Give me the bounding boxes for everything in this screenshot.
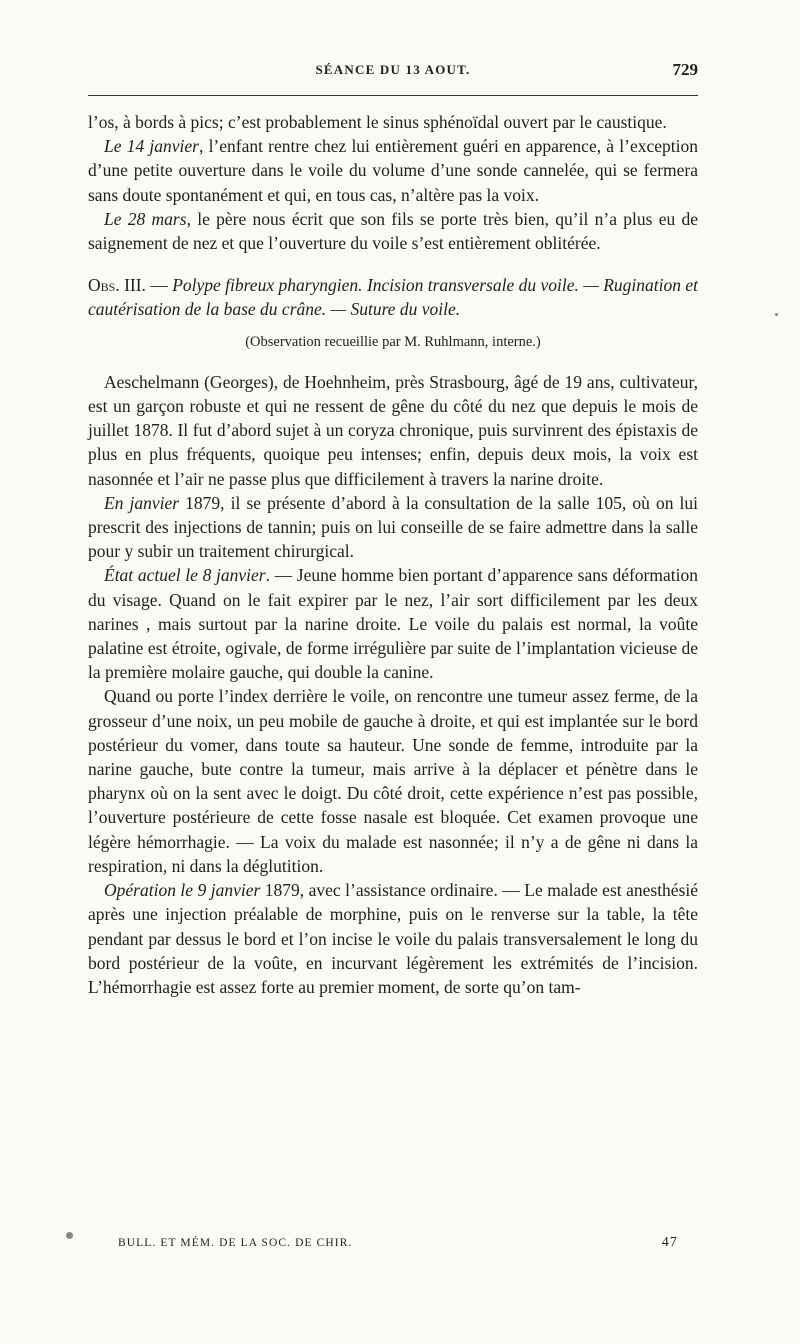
observation-heading — [88, 273, 698, 321]
paragraph-patient: Aeschelmann (Georges), de Hoehnheim, près Strasbourg, âgé de 19 ans, cultivateur, est un garçon robuste et qui ne ressent de gêne du côté du nez que depuis le mois de juillet 1878. Il fut d’abord sujet à un coryza chronique, puis survinrent des épistaxis de plus en plus fréquents, quoique peu intenses; enfin, depuis deux mois, la voix est nasonnée et l’air ne passe plus que difficilement à travers la narine droite. — [88, 371, 698, 489]
page-number: 729 — [672, 60, 698, 79]
paragraph-text: 1879, avec l’assistance ordinaire. — Le malade est anesthésié après une injection préalable de morphine, puis on le renverse sur la table, la tête pendant par dessus le bord et l’on incise le voile du palais transversalement le long du bord postérieur de la voûte, en incurvant légèrement les extrémités de l’incision. L’hémorrhagie est assez forte au premier moment, de sorte qu’on tam- — [88, 880, 699, 997]
paragraph-examen: Quand ou porte l’index derrière le voile, on rencontre une tumeur assez ferme, de la grosseur d’une noix, un peu mobile de gauche à droite, et qui est implantée sur le bord postérieur du vomer, dans toute sa hauteur. Une sonde de femme, introduite par la narine gauche, bute contre la tumeur, mais arrive à la déplacer et pénètre dans le pharynx où on la sent avec le doigt. Du côté droit, cette expérience n’est pas possible, l’ouverture postérieure de cette fosse nasale est bloquée. Cet examen provoque une légère hémorrhagie. — La voix du malade est nasonnée; il n’y a de gêne ni dans la respiration, ni dans la déglutition. — [88, 686, 698, 876]
signature-mark: 47 — [661, 1235, 678, 1250]
date-phrase: En janvier — [104, 492, 180, 513]
observation-label: Obs. III. — [88, 275, 146, 296]
margin-speck — [775, 313, 778, 316]
paragraph-14-janvier — [88, 134, 698, 207]
paragraph-text: 1879, il se présente d’abord à la consultation de la salle 105, où on lui prescrit des injections de tannin; puis on lui conseille de se faire admettre dans la salle pour y subir un traitement chirurgical. — [88, 492, 698, 562]
page-body — [88, 110, 698, 999]
page-header — [88, 60, 698, 88]
observation-title: Polype fibreux pharyngien. Incision transversale du voile. — Rugination et cautérisation de la base du crâne. — Suture du voile. — [88, 275, 698, 320]
observation-dash: — — [145, 275, 173, 296]
paragraph-operation — [88, 878, 698, 999]
paragraph-text: , l’enfant rentre chez lui entièrement guéri en apparence, à l’exception d’une petite ouverture dans le voile du volume d’une sonde cannelée, qui se fermera sans doute spontanément et qui, en tous cas, n’altère pas la voix. — [88, 136, 698, 205]
running-title: SÉANCE DU 13 AOUT. — [315, 62, 471, 77]
header-rule — [88, 95, 698, 96]
date-phrase: Le 28 mars — [104, 208, 187, 229]
observation-attribution: (Observation recueillie par M. Ruhlmann, interne.) — [245, 333, 541, 350]
date-phrase: État actuel le 8 janvier — [104, 565, 266, 586]
journal-footer: BULL. ET MÉM. DE LA SOC. DE CHIR. — [118, 1237, 353, 1249]
date-phrase: Opération le 9 janvier — [104, 880, 261, 901]
paragraph-28-mars — [88, 207, 698, 255]
margin-speck — [66, 1232, 73, 1239]
paragraph-text: . — Jeune homme bien portant d’apparence sans déformation du visage. Quand on le fait expirer par le nez, l’air sort difficilement par les deux narines , mais surtout par la narine droite. Le voile du palais est normal, la voûte palatine est étroite, ogivale, de forme irrégulière par suite de l’implantation vicieuse de la première molaire gauche, qui double la canine. — [88, 565, 698, 683]
paragraph-etat-actuel — [88, 563, 698, 684]
paragraph-text: , le père nous écrit que son fils se porte très bien, qu’il n’a plus eu de saignement de nez et que l’ouverture du voile s’est entièrement oblitérée. — [88, 208, 698, 254]
paragraph-consultation — [88, 491, 698, 564]
continuation-paragraph: l’os, à bords à pics; c’est probablement le sinus sphénoïdal ouvert par le caustique. — [88, 112, 667, 132]
date-phrase: Le 14 janvier — [104, 136, 199, 157]
page-footer — [88, 1237, 698, 1257]
